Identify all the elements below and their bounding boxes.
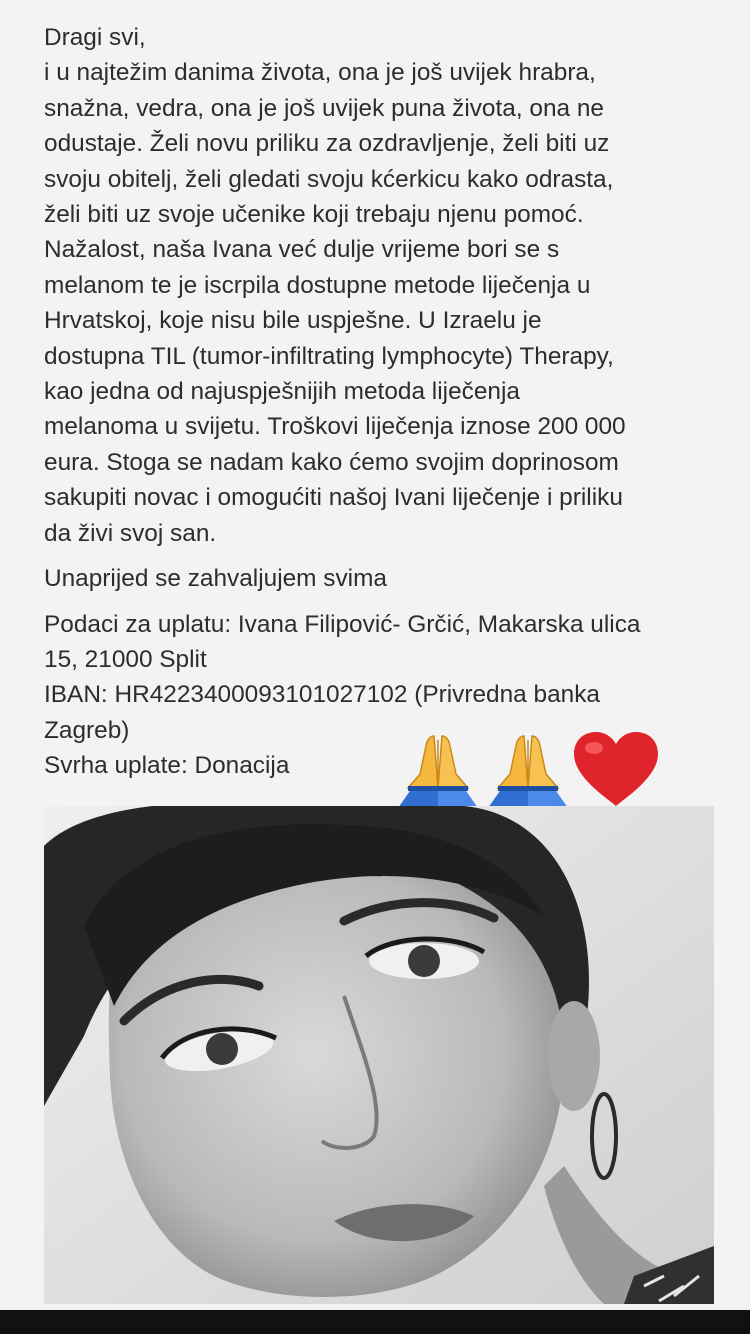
red-heart-icon — [574, 732, 658, 806]
emoji-row — [394, 728, 694, 810]
post-text — [44, 20, 724, 784]
portrait-photo — [44, 806, 714, 1304]
body-line: melanom te je iscrpila dostupne metode liječenja u — [44, 271, 591, 299]
thanks-line: Unaprijed se zahvaljujem svima — [44, 565, 387, 593]
body-line: Nažalost, naša Ivana već dulje vrijeme bori se s — [44, 236, 560, 264]
bottom-bar — [0, 1310, 750, 1334]
body-line: svoju obitelj, želi gledati svoju kćerkicu kako odrasta, — [44, 165, 614, 193]
body-line: snažna, vedra, ona je još uvijek puna života, ona ne — [44, 94, 604, 122]
payment-iban: IBAN: HR4223400093101027102 (Privredna banka — [44, 681, 600, 709]
body-line: želi biti uz svoje učenike koji trebaju njenu pomoć. — [44, 201, 584, 229]
body-line: da živi svoj san. — [44, 519, 217, 547]
body-line: kao jedna od najuspješnijih metoda liječenja — [44, 378, 520, 406]
payment-address: 15, 21000 Split — [44, 645, 207, 673]
body-line: i u najtežim danima života, ona je još uvijek hrabra, — [44, 59, 596, 87]
folded-hands-icon — [398, 736, 478, 808]
body-line: odustaje. Želi novu priliku za ozdravljenje, želi biti uz — [44, 130, 610, 158]
payment-bank: Zagreb) — [44, 716, 130, 744]
payment-recipient: Podaci za uplatu: Ivana Filipović- Grčić, Makarska ulica — [44, 610, 641, 638]
body-line: eura. Stoga se nadam kako ćemo svojim doprinosom — [44, 448, 619, 476]
body-line: sakupiti novac i omogućiti našoj Ivani liječenje i priliku — [44, 484, 623, 512]
payment-purpose: Svrha uplate: Donacija — [44, 752, 290, 780]
body-line: Hrvatskoj, koje nisu bile uspješne. U Izraelu je — [44, 307, 542, 335]
greeting: Dragi svi, — [44, 24, 146, 51]
folded-hands-icon — [488, 736, 568, 808]
body-line: dostupna TIL (tumor-infiltrating lymphocyte) Therapy, — [44, 342, 614, 370]
body-line: melanoma u svijetu. Troškovi liječenja iznose 200 000 — [44, 413, 626, 441]
